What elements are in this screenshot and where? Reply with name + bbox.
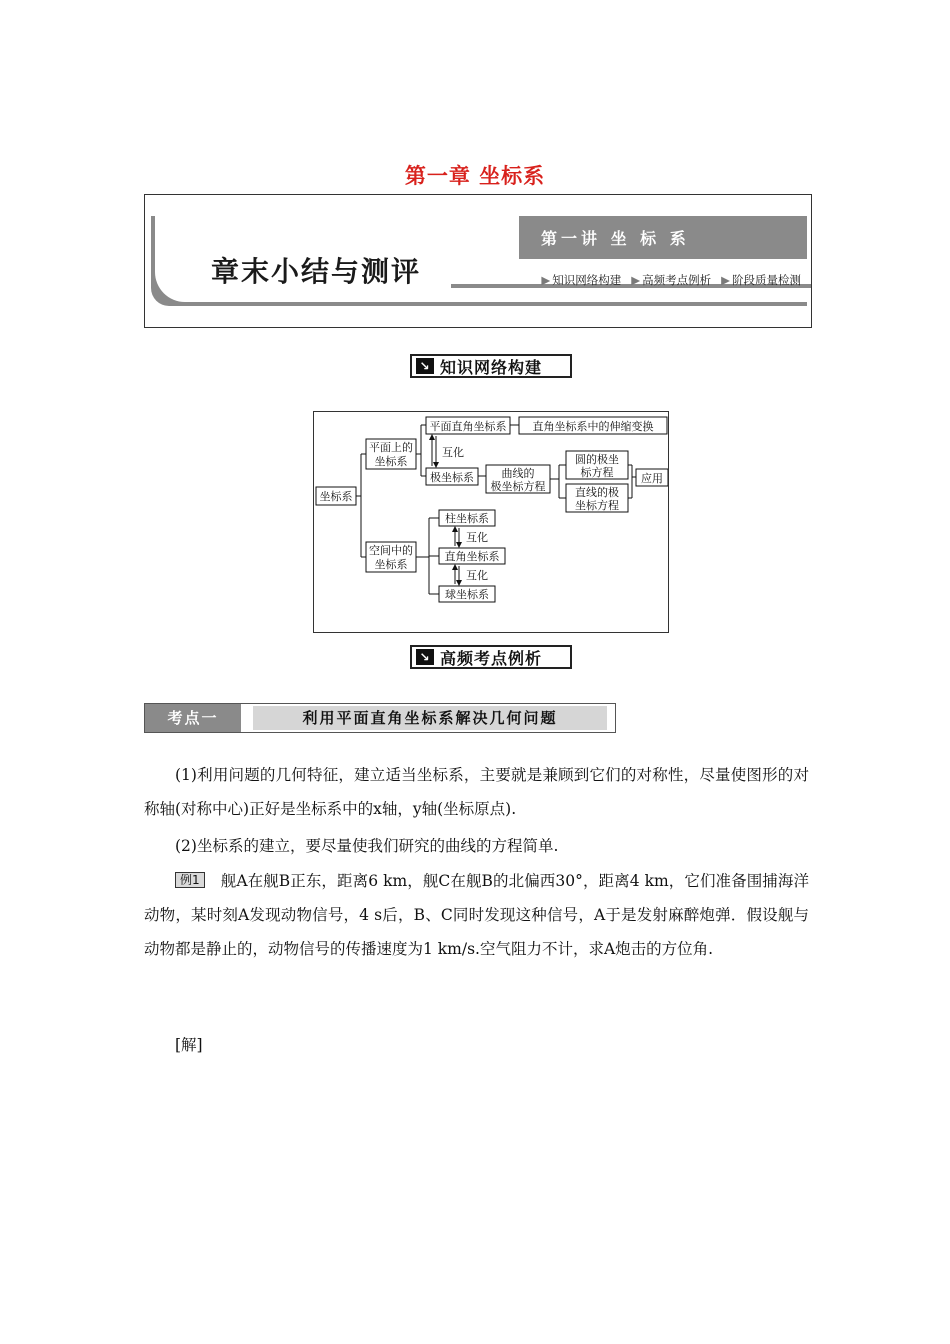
solution-label: [解] xyxy=(175,1036,203,1054)
svg-text:极坐标方程: 极坐标方程 xyxy=(490,480,546,493)
section-tag-network: ↘ 知识网络构建 xyxy=(410,354,572,378)
svg-text:空间中的: 空间中的 xyxy=(369,544,413,557)
svg-text:圆的极坐: 圆的极坐 xyxy=(575,453,619,466)
diagram-svg xyxy=(314,412,668,632)
svg-text:柱坐标系: 柱坐标系 xyxy=(445,512,489,525)
svg-text:坐标系: 坐标系 xyxy=(374,455,408,468)
example-text: 舰A在舰B正东，距离6 km，舰C在舰B的北偏西30°，距离4 km，它们准备围捕海洋动物，某时刻A发现动物信号，4 s后，B、C同时发现这种信号，A于是发射麻醉炮弹．假设舰与动物都是静止的，动物信号的传播速度为1 km/s.空气阻力不计，求A炮击的方位角. xyxy=(144,872,809,958)
svg-text:直角坐标系中的伸缩变换: 直角坐标系中的伸缩变换 xyxy=(532,420,654,433)
svg-text:互化: 互化 xyxy=(466,531,488,544)
chapter-title: 第一章 坐标系 xyxy=(404,164,546,188)
banner-link-examples[interactable]: ▶ 高频考点例析 xyxy=(631,273,712,287)
key-point-title: 利用平面直角坐标系解决几何问题 xyxy=(253,706,607,730)
paragraph-1: (1)利用问题的几何特征，建立适当坐标系，主要就是兼顾到它们的对称性，尽量使图形的对称轴(对称中心)正好是坐标系中的x轴，y轴(坐标原点). xyxy=(144,766,809,818)
banner-link-test[interactable]: ▶ 阶段质量检测 xyxy=(721,273,801,287)
triangle-icon: ▶ xyxy=(721,273,730,287)
chapter-banner xyxy=(144,194,812,328)
triangle-icon: ▶ xyxy=(631,273,641,287)
banner-heading: 章末小结与测评 xyxy=(211,255,422,288)
key-point-bar xyxy=(144,703,616,733)
example-badge: 例1 xyxy=(175,872,205,888)
knowledge-network-diagram xyxy=(313,411,669,633)
banner-links xyxy=(541,272,801,288)
svg-text:极坐标系: 极坐标系 xyxy=(430,471,474,484)
svg-text:直角坐标系: 直角坐标系 xyxy=(444,550,500,563)
banner-panel xyxy=(151,216,807,306)
triangle-icon: ▶ xyxy=(541,273,551,287)
example-paragraph xyxy=(144,864,809,966)
svg-text:坐标方程: 坐标方程 xyxy=(575,499,619,512)
svg-text:标方程: 标方程 xyxy=(580,466,614,479)
svg-text:互化: 互化 xyxy=(442,446,464,459)
svg-text:曲线的: 曲线的 xyxy=(501,467,535,480)
svg-text:互化: 互化 xyxy=(466,569,488,582)
section-tag-examples: ↘ 高频考点例析 xyxy=(410,645,572,669)
key-point-label: 考点一 xyxy=(145,704,241,732)
banner-link-network[interactable]: ▶ 知识网络构建 xyxy=(541,273,622,287)
svg-text:坐标系: 坐标系 xyxy=(374,558,408,571)
svg-text:球坐标系: 球坐标系 xyxy=(445,588,489,601)
arrow-down-right-icon: ↘ xyxy=(416,358,434,374)
lecture-title: 第一讲 坐 标 系 xyxy=(541,229,690,248)
svg-text:直线的极: 直线的极 xyxy=(575,486,619,499)
svg-text:平面直角坐标系: 平面直角坐标系 xyxy=(429,420,507,433)
arrow-down-right-icon: ↘ xyxy=(416,649,434,665)
label-root: 坐标系 xyxy=(319,490,353,503)
svg-text:平面上的: 平面上的 xyxy=(369,441,413,454)
svg-text:应用: 应用 xyxy=(641,472,663,485)
paragraph-2: (2)坐标系的建立，要尽量使我们研究的曲线的方程简单. xyxy=(175,837,559,855)
